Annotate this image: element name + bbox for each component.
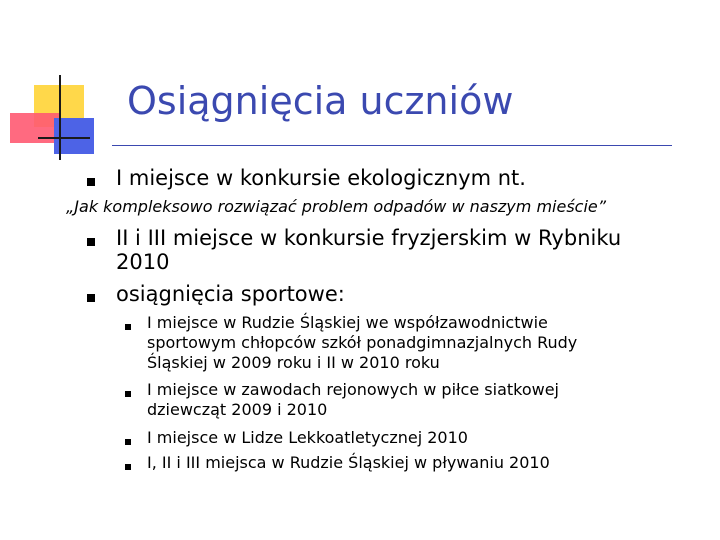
quote-text: „Jak kompleksowo rozwiązać problem odpadów w naszym mieście”: [66, 197, 607, 216]
bullet-text-2-line1: II i III miejsce w konkursie fryzjerskim w Rybniku: [116, 226, 622, 250]
sub-bullet-icon: [125, 439, 131, 445]
sub-bullet-1-line1: I miejsce w Rudzie Śląskiej we współzawodnictwie: [147, 313, 548, 332]
bullet-icon: [87, 294, 95, 302]
title-underline: [112, 145, 672, 146]
sub-bullet-1-line2: sportowym chłopców szkół ponadgimnazjalnych Rudy: [147, 333, 578, 352]
bullet-text-2-line2: 2010: [116, 250, 170, 274]
decorative-logo: [0, 0, 110, 170]
sub-bullet-3-line1: I miejsce w Lidze Lekkoatletycznej 2010: [147, 428, 468, 447]
sub-bullet-2-line2: dziewcząt 2009 i 2010: [147, 400, 328, 419]
sub-bullet-icon: [125, 464, 131, 470]
sub-bullet-icon: [125, 324, 131, 330]
logo-horizontal-line: [38, 137, 90, 139]
slide-title: Osiągnięcia uczniów: [127, 79, 514, 123]
sub-bullet-4-line1: I, II i III miejsca w Rudzie Śląskiej w pływaniu 2010: [147, 453, 550, 472]
bullet-icon: [87, 178, 95, 186]
bullet-icon: [87, 238, 95, 246]
logo-vertical-line: [59, 75, 61, 160]
sub-bullet-icon: [125, 391, 131, 397]
bullet-text-3: osiągnięcia sportowe:: [116, 282, 345, 306]
bullet-text-1: I miejsce w konkursie ekologicznym nt.: [116, 166, 526, 190]
sub-bullet-1-line3: Śląskiej w 2009 roku i II w 2010 roku: [147, 353, 440, 372]
sub-bullet-2-line1: I miejsce w zawodach rejonowych w piłce siatkowej: [147, 380, 559, 399]
